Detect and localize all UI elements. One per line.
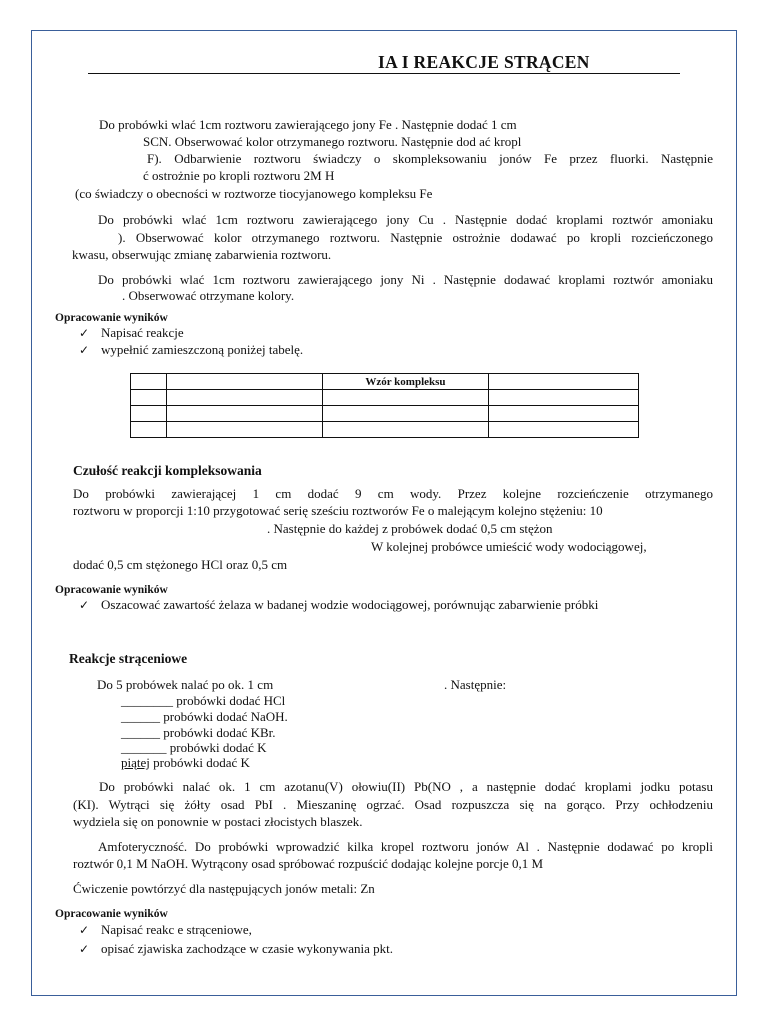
table-header-formula: Wzór kompleksu [322, 374, 489, 390]
precip-item-5 [121, 755, 250, 771]
table-row [131, 422, 639, 438]
p1-line2: SCN. Obserwować kolor otrzymanego roztworu. Następnie dod ać kropl [143, 134, 522, 149]
table-cell [166, 374, 322, 390]
table-cell [489, 374, 639, 390]
title-underline [88, 73, 680, 74]
precip-heading: Reakcje strąceniowe [69, 651, 188, 666]
p1-line1: Do probówki wlać 1cm roztworu zawierającego jony Fe . Następnie dodać 1 cm [99, 117, 517, 132]
precip-item-2: ______ probówki dodać NaOH. [121, 709, 288, 724]
results1-item-1: ✓ Napisać reakcje [79, 325, 184, 341]
sensitivity-line5: dodać 0,5 cm stężonego HCl oraz 0,5 cm [73, 557, 288, 572]
pb-line2: (KI). Wytrąci się żółty osad PbI . Mieszaninę ogrzać. Osad rozpuszcza się na gorąco. Przy ochłodzeniu [73, 797, 713, 812]
complex-table [130, 373, 639, 438]
precip-item-3: ______ probówki dodać KBr. [121, 725, 276, 740]
precip-item-5-rest: probówki dodać K [149, 755, 250, 770]
results3-item-2: ✓ opisać zjawiska zachodzące w czasie wykonywania pkt. [79, 941, 393, 957]
table-cell [131, 374, 167, 390]
table-header-row [131, 374, 639, 390]
p1-line5: (co świadczy o obecności w roztworze tiocyjanowego kompleksu Fe [75, 186, 433, 201]
p3-line1: Do probówki wlać 1cm roztworu zawierającego jony Ni . Następnie dodawać kroplami roztwór amoniaku [98, 272, 713, 287]
p2-line3: kwasu, obserwując zmianę zabarwienia roztworu. [72, 247, 332, 262]
precip-item-4: _______ probówki dodać K [121, 740, 267, 755]
results1-heading: Opracowanie wyników [55, 312, 168, 324]
precip-item-5-ordinal: piątej [121, 755, 150, 770]
sensitivity-line4: W kolejnej probówce umieścić wody wodociągowej, [371, 539, 647, 554]
sensitivity-line2: roztworu w proporcji 1:10 przygotować serię sześciu roztworów Fe o malejącym kolejno stężeniu: 10 [73, 503, 603, 518]
page-title: IA I REAKCJE STRĄCEN [378, 52, 590, 72]
p1-line4: ć ostrożnie po kropli roztworu 2M H [143, 168, 335, 183]
table-row [131, 390, 639, 406]
precip-intro-right: . Następnie: [444, 677, 507, 692]
amph-line2: roztwór 0,1 M NaOH. Wytrącony osad spróbować rozpuścić dodając kolejne porcje 0,1 M [73, 856, 544, 871]
p3-line2: . Obserwować otrzymane kolory. [122, 288, 295, 303]
p2-line1: Do probówki wlać 1cm roztworu zawierającego jony Cu . Następnie dodać kroplami roztwór amoniaku [98, 212, 713, 227]
results3-item-1: ✓ Napisać reakc e strąceniowe, [79, 922, 252, 938]
sensitivity-heading: Czułość reakcji kompleksowania [73, 463, 262, 478]
results2-heading: Opracowanie wyników [55, 584, 168, 596]
sensitivity-line3: . Następnie do każdej z probówek dodać 0,5 cm stężon [267, 521, 553, 536]
pb-line1: Do probówki nalać ok. 1 cm azotanu(V) ołowiu(II) Pb(NO , a następnie dodać kroplami jodku potasu [99, 779, 713, 794]
table-row [131, 406, 639, 422]
precip-item-1: ________ probówki dodać HCl [121, 693, 286, 708]
p1-line3: F). Odbarwienie roztworu świadczy o skompleksowaniu jonów Fe przez fluorki. Następnie [147, 151, 713, 166]
results1-item-2: ✓ wypełnić zamieszczoną poniżej tabelę. [79, 342, 303, 358]
results2-item: ✓ Oszacować zawartość żelaza w badanej wodzie wodociągowej, porównując zabarwienie próbki [79, 597, 598, 613]
p2-line2: ). Obserwować kolor otrzymanego roztworu. Następnie ostrożnie dodawać po kropli rozcieńczonego [118, 230, 713, 245]
amph-line1: Amfoteryczność. Do probówki wprowadzić kilka kropel roztworu jonów Al . Następnie dodawać po kropli [98, 839, 713, 854]
precip-intro-left: Do 5 probówek nalać po ok. 1 cm [97, 677, 274, 692]
sensitivity-line1: Do probówki zawierającej 1 cm dodać 9 cm wody. Przez kolejne rozcieńczenie otrzymanego [73, 486, 713, 501]
results3-heading: Opracowanie wyników [55, 908, 168, 920]
pb-line3: wydziela się on ponownie w postaci złocistych blaszek. [73, 814, 363, 829]
repeat-line: Ćwiczenie powtórzyć dla następujących jonów metali: Zn [73, 881, 375, 896]
